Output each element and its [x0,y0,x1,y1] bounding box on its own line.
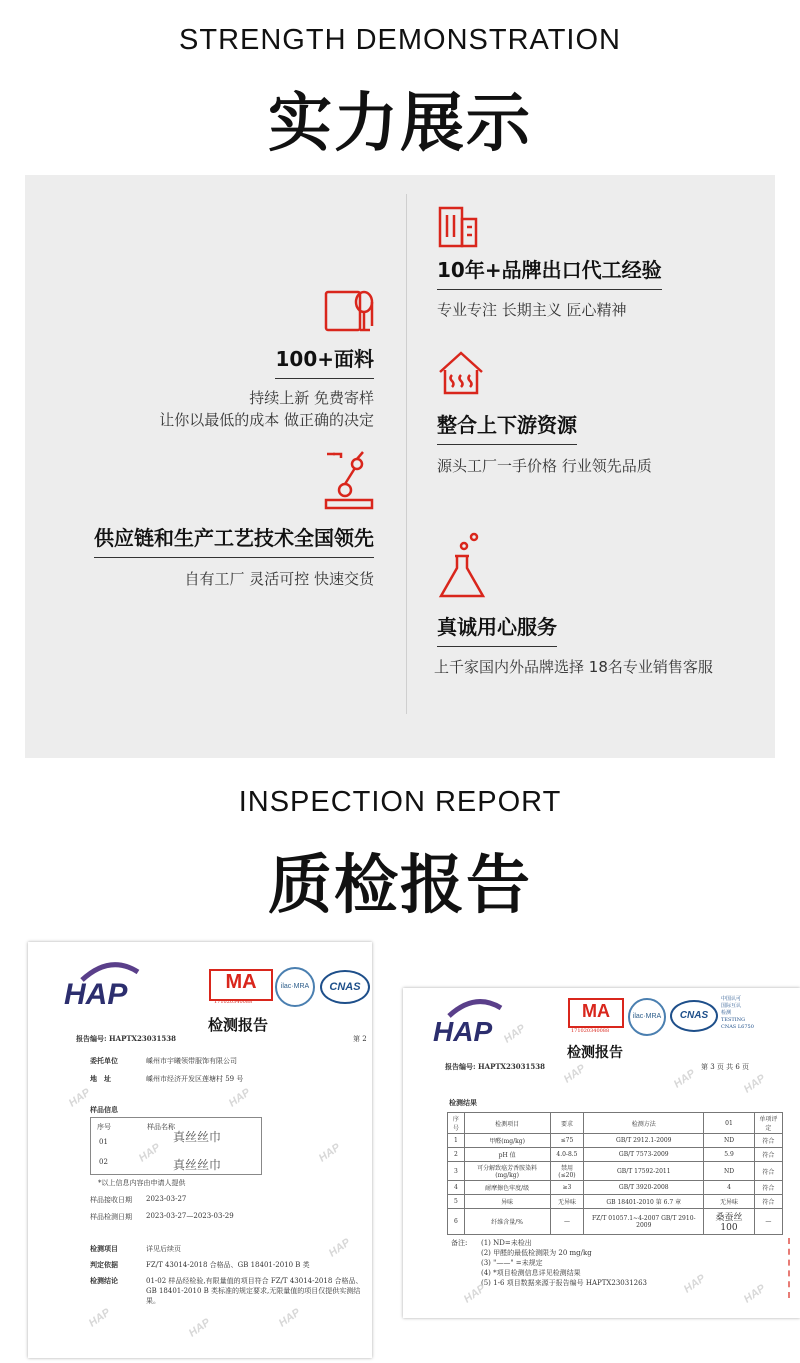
feature-desc-upstream: 源头工厂一手价格 行业领先品质 [437,457,652,475]
feature-desc-service: 上千家国内外品牌选择 18名专业销售客服 [434,658,713,676]
test-date-value: 2023-03-27—2023-03-29 [146,1212,234,1220]
feature-title-service: 真诚用心服务 [437,611,557,647]
table-row: 6 纤维含量/% — FZ/T 01057.1~4-2007 GB/T 2910-2009 桑蚕丝 100 — [448,1209,783,1235]
results-label: 检测结果 [449,1098,477,1107]
building-icon [437,205,479,249]
sample-col: 序号 [97,1123,111,1131]
feature-title-upstream: 整合上下游资源 [437,409,577,445]
flask-icon [437,532,487,602]
table-header-row: 序号 检测项目 要求 检测方法 01 单项评定 [448,1113,783,1134]
panel-divider [406,194,407,714]
receive-value: 2023-03-27 [146,1195,187,1203]
sample-cell: 01 [99,1138,108,1146]
table-row: 2 pH 值 4.0-8.5 GB/T 7573-2009 5.9 符合 [448,1148,783,1162]
sample-cell: 02 [99,1158,108,1166]
cnas-note: 中国认可 国际互认 检测 TESTING CNAS L6750 [721,996,754,1030]
hap-logo: HAP [433,1016,493,1047]
section2-zh-title: 质检报告 [268,849,532,923]
cma-code: 171020340088 [214,999,253,1005]
feature-title-export: 10年+品牌出口代工经验 [437,254,662,290]
receive-label: 样品接收日期 [90,1196,132,1204]
report-number: 报告编号: HAPTX23031538 [76,1034,176,1043]
conclusion-value: 01-02 样品经检验,有限量值的项目符合 FZ/T 43014-2018 合格品、GB 18401-2010 B 类标准的规定要求,无限量值的项目仅提供实测结果。 [146,1277,363,1305]
fabric-roll-icon [323,288,375,334]
cnas-icon: CNAS [320,970,370,1004]
table-row: 1 甲醛(mg/kg) ≤75 GB/T 2912.1-2009 ND 符合 [448,1134,783,1148]
note-item: (5) 1-6 项目数据来源于报告编号 HAPTX23031263 [481,1279,648,1287]
ilac-mra-icon: ilac·MRA [628,998,666,1036]
ilac-mra-icon: ilac·MRA [275,967,315,1007]
inspection-report-right: HAP MA 171020340088 ilac·MRA CNAS 中国认可 国际互认 检测 TESTING CNAS L6750 检测报告 报告编号: HAPTX23031538 第 3 页 共 6 页 检测结果 序号 检测项目 要求 检测方法 01 单项评定 1 甲醛(mg/kg) ≤75 GB/T 2912.1-2009 ND 符合 2 pH 值 4.0-8.5 GB/T 7573-2009 5.9 符合 3 可分解致癌芳香胺染料(mg/kg) 禁用(≤20) GB/T 17592-2011 ND 符合 4 耐摩擦色牢度/级 ≥3 GB/T 3920-2008 4 符合 5 异味 无异味 GB 18401-2010 第 6.7 章 无异味 符合 6 纤维含量/% — FZ/T 01057.1~4-2007 GB/T 2910-2009 桑蚕丝 100 — 备注: (1) ND=未检出 (2) 甲醛的最低检测限为 20 mg/kg (3) "——" =未规定 (4) *项目检测信息详见检测结果 (5) 1-6 项目数据来源于报告编号 HAPTX23031263 HAP HAP HAP HAP HAP HAP HAP [403,988,800,1318]
inspection-report-left: HAP MA 171020340088 ilac·MRA CNAS 检测报告 报告编号: HAPTX23031538 第 2 委托单位 嵊州市宇曦领带服饰有限公司 地 址 嵊州市经济开发区莲塘村 59 号 样品信息 序号 样品名称 01 真丝丝巾 02 真丝丝巾 *以上信息内容由申请人提供 样品接收日期 2023-03-27 样品检测日期 2023-03-27—2023-03-29 检测项目 详见后续页 判定依据 FZ/T 43014-2018 合格品、GB 18401-2010 B 类 检测结论 01-02 样品经检验,有限量值的项目符合 FZ/T 43014-2018 合格品、GB 18401-2010 B 类标准的规定要求,无限量值的项目仅提供实测结果。 HAP HAP HAP HAP HAP HAP HAP HAP [28,942,372,1358]
sample-note: *以上信息内容由申请人提供 [98,1179,186,1187]
table-row: 3 可分解致癌芳香胺染料(mg/kg) 禁用(≤20) GB/T 17592-2011 ND 符合 [448,1162,783,1181]
note-item: (2) 甲醛的最低检测限为 20 mg/kg [481,1249,592,1257]
robot-arm-icon [323,448,375,510]
report-title: 检测报告 [208,1016,269,1034]
report-title: 检测报告 [567,1045,623,1061]
feature-title-supply: 供应链和生产工艺技术全国领先 [94,522,374,558]
client-value: 嵊州市宇曦领带服饰有限公司 [146,1057,237,1065]
table-row: 5 异味 无异味 GB 18401-2010 第 6.7 章 无异味 符合 [448,1195,783,1209]
hap-arc-icon [80,960,140,982]
feature-desc-fabric-1: 持续上新 免费寄样 [249,389,374,407]
table-row: 4 耐摩擦色牢度/级 ≥3 GB/T 3920-2008 4 符合 [448,1181,783,1195]
feature-desc-supply: 自有工厂 灵活可控 快速交货 [184,570,374,588]
basis-value: FZ/T 43014-2018 合格品、GB 18401-2010 B 类 [146,1261,310,1269]
sample-table [90,1117,262,1175]
address-value: 嵊州市经济开发区莲塘村 59 号 [146,1075,244,1083]
test-date-label: 样品检测日期 [90,1213,132,1221]
note-item: (1) ND=未检出 [481,1239,532,1247]
feature-desc-fabric-2: 让你以最低的成本 做正确的决定 [159,411,374,429]
report-number: 报告编号: HAPTX23031538 [445,1062,545,1071]
conclusion-label: 检测结论 [90,1276,118,1285]
results-table [447,1112,783,1235]
sample-cell: 真丝丝巾 [173,1158,222,1172]
page-number: 第 3 页 共 6 页 [701,1063,750,1071]
basis-label: 判定依据 [90,1260,118,1269]
sample-col: 样品名称 [147,1123,175,1131]
cnas-icon: CNAS [670,1000,718,1032]
items-value: 详见后续页 [146,1245,181,1253]
note-item: (3) "——" =未规定 [481,1259,543,1267]
feature-title-fabric: 100+面料 [275,343,374,379]
warehouse-icon [437,350,485,396]
feature-desc-export: 专业专注 长期主义 匠心精神 [437,301,627,319]
items-label: 检测项目 [90,1244,118,1253]
cma-logo: MA [568,998,624,1028]
stamp-edge [788,1238,800,1298]
section-en-title: STRENGTH DEMONSTRATION [179,24,621,56]
sample-cell: 真丝丝巾 [173,1130,222,1144]
page-number: 第 2 [353,1035,367,1043]
address-label: 地 址 [90,1074,111,1083]
sample-info-label: 样品信息 [90,1105,118,1114]
cma-logo: MA [209,969,273,1001]
client-label: 委托单位 [90,1056,118,1065]
hap-logo: HAP [64,978,128,1011]
note-item: (4) *项目检测信息详见检测结果 [481,1269,581,1277]
cma-code: 171020340088 [571,1028,610,1034]
hap-arc-icon [447,998,503,1018]
notes-label: 备注: [451,1239,468,1247]
section-zh-title: 实力展示 [268,87,532,161]
section2-en-title: INSPECTION REPORT [238,786,562,818]
